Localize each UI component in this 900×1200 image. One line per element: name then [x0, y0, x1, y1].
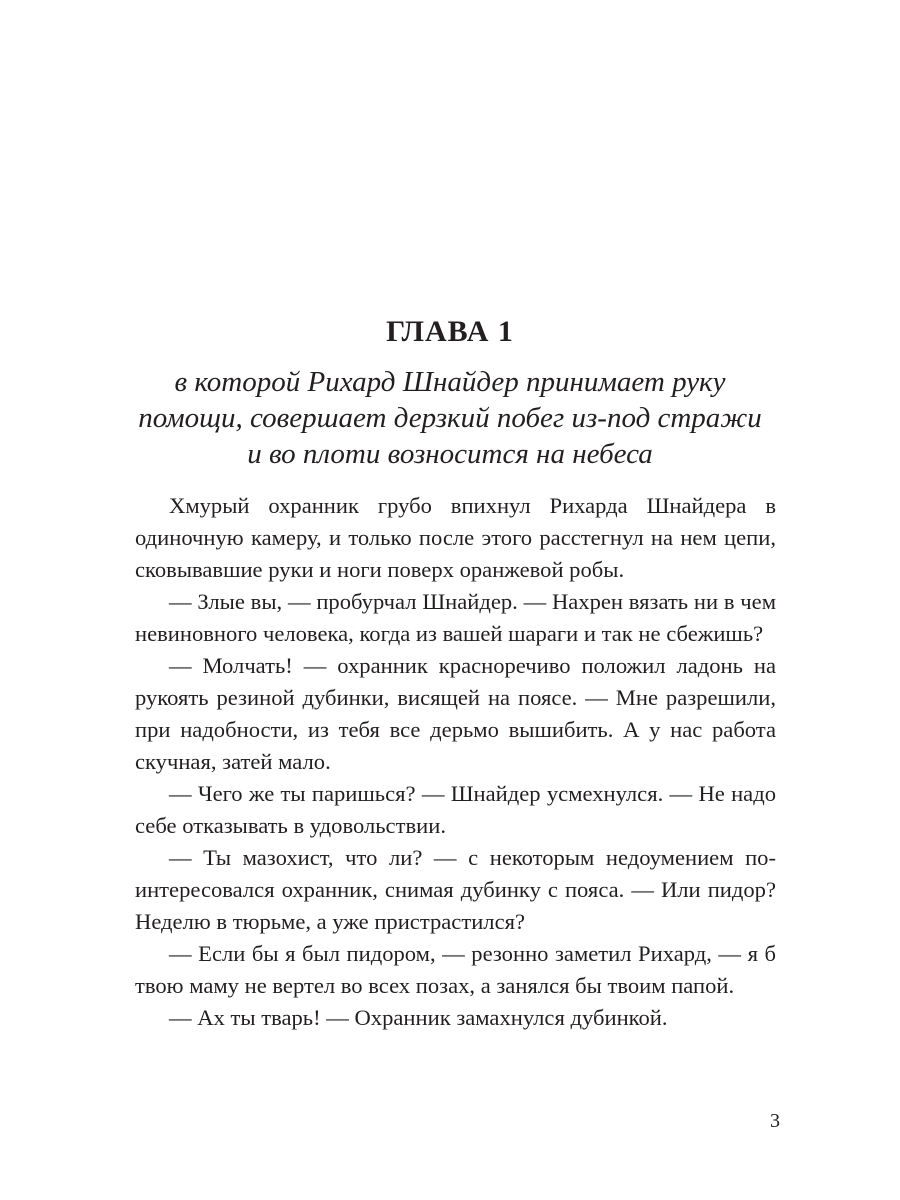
paragraph: Хмурый охранник грубо впихнул Рихарда Шнайдера в одиночную камеру, и только после этого расстегнул на нем цепи, сковывавшие руки и ноги поверх оранжевой робы. [135, 493, 776, 582]
subtitle-line: помощи, совершает дерзкий побег из-под стражи [138, 402, 762, 434]
paragraph: — Если бы я был пидором, — резонно заметил Рихард, — я б твою маму не вертел во всех позах, а занялся бы твоим папой. [135, 941, 776, 998]
paragraph: — Ты мазохист, что ли? — с некоторым недоумением поинтересовался охранник, снимая дубинку с пояса. — Или пидор? Неделю в тюрьме, а уже пристрастился? [135, 845, 776, 934]
paragraph: — Злые вы, — пробурчал Шнайдер. — Нахрен вязать ни в чем невиновного человека, когда из вашей шараги и так не сбежишь? [135, 589, 776, 646]
page-number: 3 [770, 1110, 780, 1132]
subtitle-line: в которой Рихард Шнайдер принимает руку [174, 366, 726, 398]
paragraph: — Молчать! — охранник красноречиво положил ладонь на рукоять резиной дубинки, висящей на поясе. — Мне разрешили, при надобности, из тебя все дерьмо вышибить. А у нас работа скучная, затей мало. [135, 653, 776, 774]
chapter-title: ГЛАВА 1 [386, 315, 514, 348]
body-text [135, 490, 776, 1034]
paragraph: — Чего же ты паришься? — Шнайдер усмехнулся. — Не надо себе отказывать в удовольствии. [135, 781, 776, 838]
subtitle-line: и во плоти возносится на небеса [247, 438, 653, 470]
paragraph: — Ах ты тварь! — Охранник замахнулся дубинкой. [169, 1005, 668, 1030]
chapter-subtitle [100, 364, 800, 472]
